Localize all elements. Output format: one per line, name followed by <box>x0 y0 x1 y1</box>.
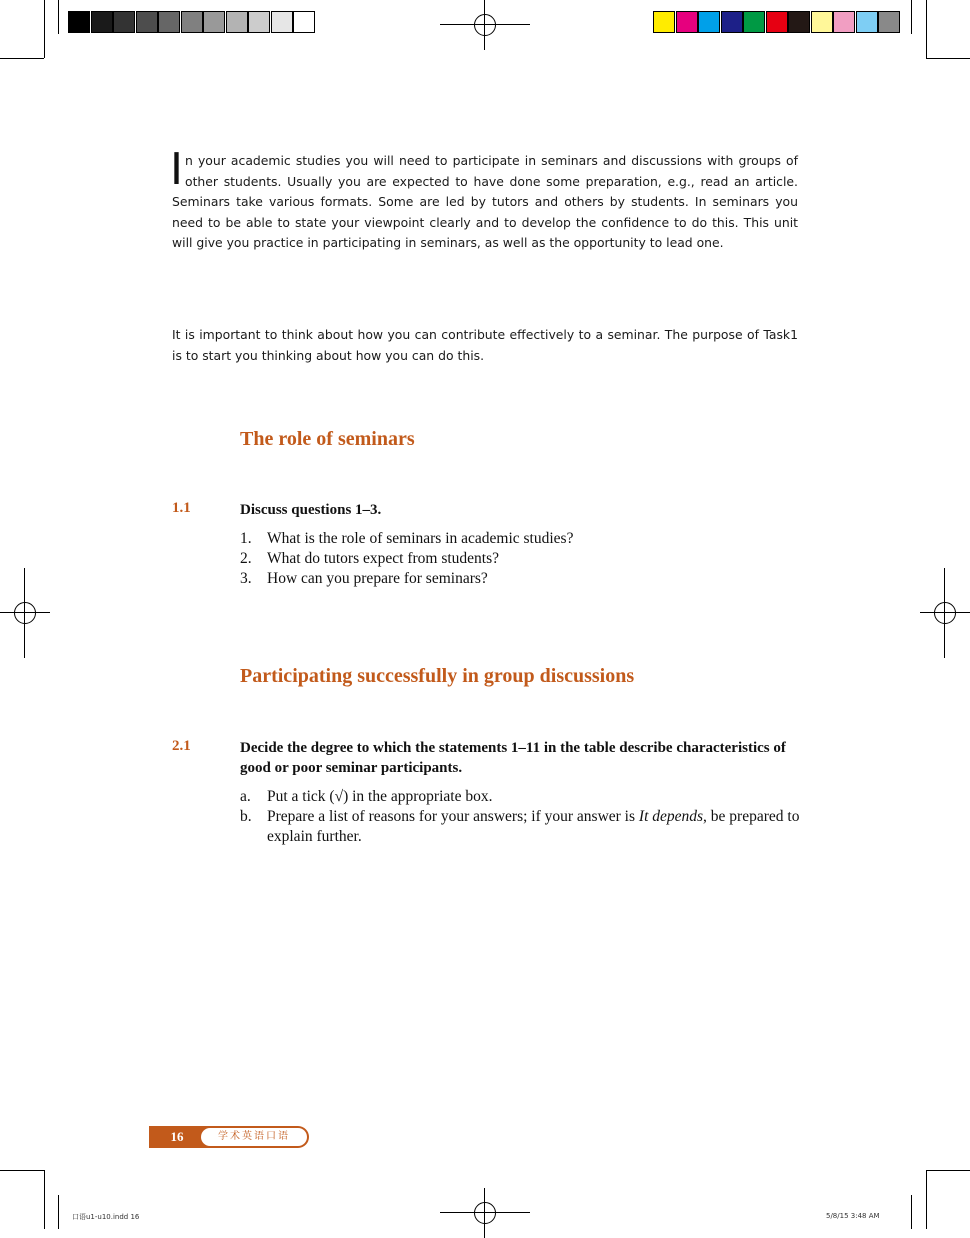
intro-paragraph-1 <box>170 144 798 254</box>
list-item <box>240 549 800 569</box>
task-instruction-2-1: Decide the degree to which the statements 1–11 in the table describe characteristics of good or poor seminar participants. <box>240 740 786 776</box>
color-swatch <box>721 11 743 33</box>
list-marker: 1. <box>240 530 252 547</box>
color-swatch <box>68 11 90 33</box>
color-swatch <box>676 11 698 33</box>
color-swatch <box>743 11 765 33</box>
color-swatch <box>203 11 225 33</box>
registration-mark-bottom <box>440 1188 530 1238</box>
color-swatch <box>788 11 810 33</box>
list-item-text-end: , be prepared to explain further. <box>267 808 800 845</box>
color-swatch <box>653 11 675 33</box>
color-swatch <box>271 11 293 33</box>
intro-paragraph-2: It is important to think about how you can contribute effectively to a seminar. The purpose of Task1 is to start you thinking about how you can do this. <box>172 327 798 363</box>
color-swatch <box>136 11 158 33</box>
color-swatch <box>181 11 203 33</box>
color-swatch <box>698 11 720 33</box>
registration-mark-top <box>440 0 530 50</box>
list-marker: 2. <box>240 550 252 567</box>
list-item-text: Prepare a list of reasons for your answers; if your answer is <box>267 808 639 825</box>
task-number-2-1: 2.1 <box>172 738 191 754</box>
registration-mark-left <box>0 568 50 658</box>
list-item <box>240 529 800 549</box>
color-swatch <box>293 11 315 33</box>
list-item-text: What is the role of seminars in academic studies? <box>267 530 574 547</box>
registration-mark-right <box>920 568 970 658</box>
color-swatch <box>158 11 180 33</box>
question-list <box>240 529 800 589</box>
list-item-emphasis: It depends <box>638 808 704 825</box>
intro-paragraph-1-text: n your academic studies you will need to participate in seminars and discussions with groups of other students. Usually you are expected to have done some preparation, e.g., read an article. Seminars take various formats. Some are led by tutors and others by students. In seminars you need to be able to state your viewpoint clearly and to develop the confidence to do this. This unit will give you practice in participating in seminars, as well as the opportunity to lead one. <box>172 153 798 250</box>
color-swatch <box>811 11 833 33</box>
list-item <box>240 569 800 589</box>
slug-file-info: 口语u1-u10.indd 16 <box>72 1213 140 1221</box>
section-heading-role-of-seminars: The role of seminars <box>240 428 415 450</box>
book-title: 学术英语口语 <box>201 1128 307 1146</box>
color-swatch <box>113 11 135 33</box>
drop-cap: I <box>170 144 183 195</box>
list-marker: 3. <box>240 570 252 587</box>
task-number-1-1: 1.1 <box>172 500 191 516</box>
list-item-text: What do tutors expect from students? <box>267 550 500 567</box>
task-instruction-1-1: Discuss questions 1–3. <box>240 502 382 518</box>
list-item-text: Put a tick (√) in the appropriate box. <box>267 788 493 805</box>
slug-timestamp: 5/8/15 3:48 AM <box>826 1212 880 1220</box>
list-marker: b. <box>240 808 252 825</box>
step-list <box>240 787 800 847</box>
color-swatch <box>766 11 788 33</box>
list-item <box>240 787 800 807</box>
list-marker: a. <box>240 788 251 805</box>
list-item-text: How can you prepare for seminars? <box>267 570 488 587</box>
section-heading-group-discussions: Participating successfully in group discussions <box>240 665 635 687</box>
color-swatch <box>91 11 113 33</box>
list-item <box>240 807 800 847</box>
color-swatch <box>856 11 878 33</box>
color-swatch <box>833 11 855 33</box>
color-swatch <box>248 11 270 33</box>
color-swatch <box>878 11 900 33</box>
page-number: 16 <box>170 1129 184 1144</box>
color-swatch <box>226 11 248 33</box>
